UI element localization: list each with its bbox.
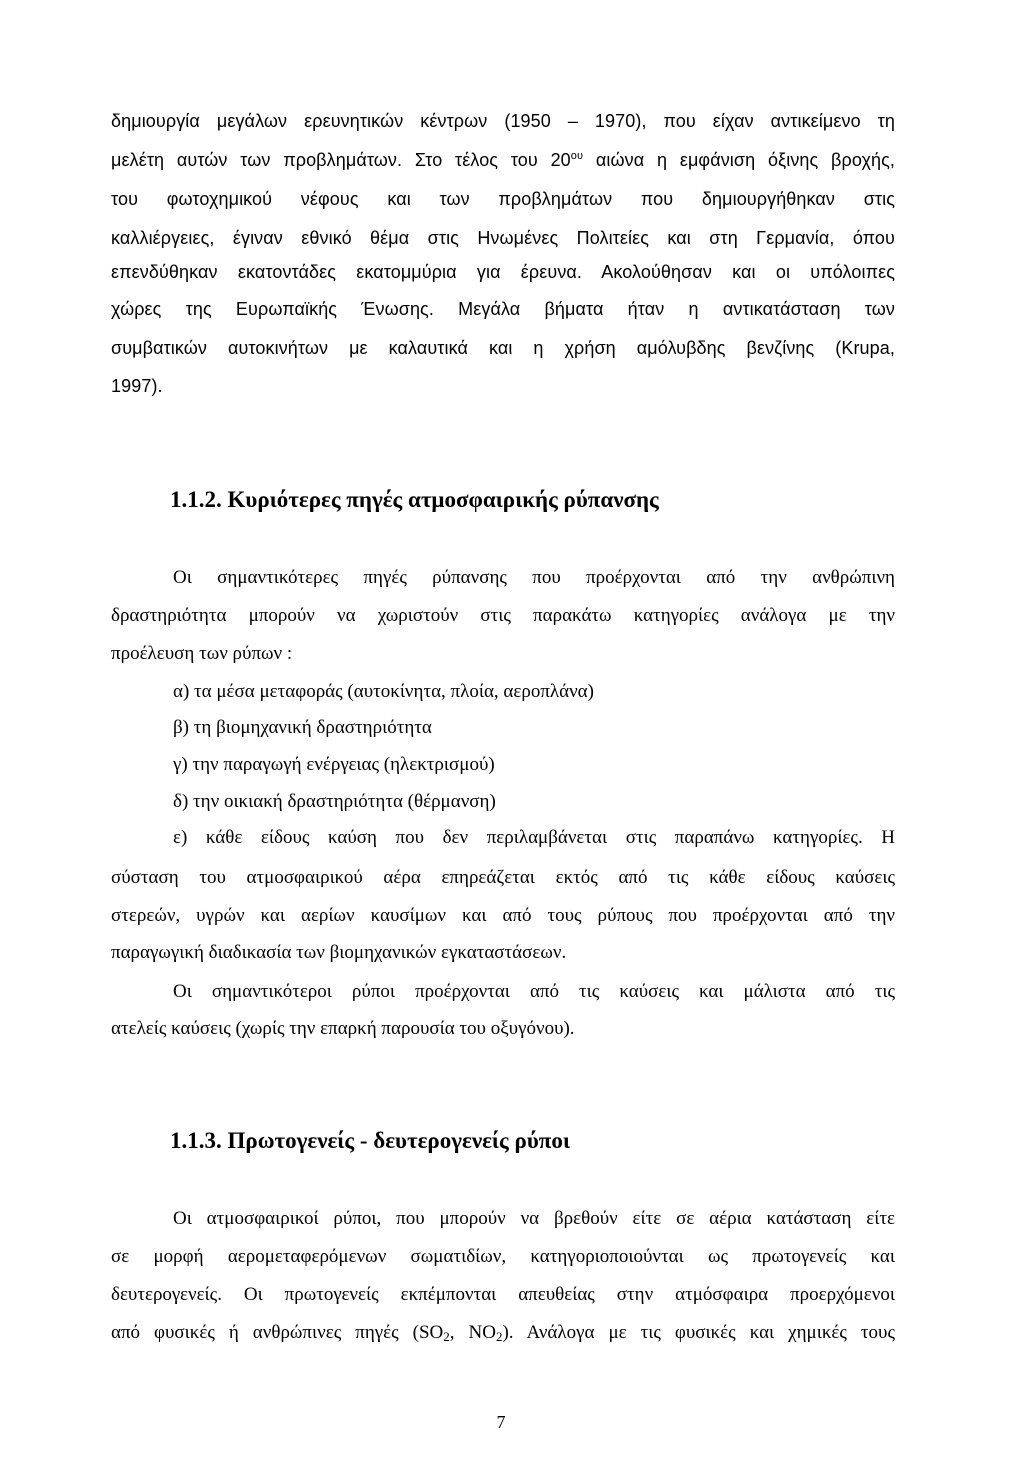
section-heading-1-1-2: 1.1.2. Κυριότερες πηγές ατμοσφαιρικής ρύπανσης (170, 487, 659, 512)
section-112-p2-line-3: στερεών, υγρών και αερίων καυσίμων και από τους ρύπους που προέρχονται από την (111, 905, 895, 926)
page-number: 7 (496, 1412, 506, 1432)
list-item-e: ε) κάθε είδους καύση που δεν περιλαμβάνεται στις παραπάνω κατηγορίες. Η (173, 827, 895, 848)
intro-line-2 (111, 148, 895, 172)
section-112-p1-line-2: δραστηριότητα μπορούν να χωριστούν στις παρακάτω κατηγορίες ανάλογα με την (111, 605, 895, 626)
section-113-line-3: δευτερογενείς. Οι πρωτογενείς εκπέμπονται απευθείας στην ατμόσφαιρα προερχόμενοι (111, 1284, 895, 1305)
section-112-p3-line-1: Οι σημαντικότεροι ρύποι προέρχονται από τις καύσεις και μάλιστα από τις (173, 981, 895, 1002)
section-112-p1-line-3: προέλευση των ρύπων : (111, 643, 293, 664)
section-112-p2-line-4: παραγωγική διαδικασία των βιομηχανικών εγκαταστάσεων. (111, 942, 567, 963)
section-113-line-4 (111, 1321, 895, 1345)
section-113-line-2: σε μορφή αερομεταφερόμενων σωματιδίων, κατηγοριοποιούνται ως πρωτογενείς και (111, 1246, 895, 1267)
section-113-line-4-a: από φυσικές ή ανθρώπινες πηγές (SO (111, 1322, 444, 1343)
intro-line-3: του φωτοχημικού νέφους και των προβλημάτων που δημιουργήθηκαν στις (111, 189, 895, 209)
ordinal-superscript: ου (570, 150, 584, 162)
subscript-no2: 2 (495, 1329, 503, 1344)
section-113-line-4-c: ). Ανάλογα με τις φυσικές και χημικές τους (502, 1322, 895, 1343)
section-112-p3-line-2: ατελείς καύσεις (χωρίς την επαρκή παρουσία του οξυγόνου). (111, 1018, 575, 1039)
list-item-b: β) τη βιομηχανική δραστηριότητα (173, 717, 432, 738)
intro-line-4: καλλιέργειες, έγιναν εθνικό θέμα στις Ηνωμένες Πολιτείες και στη Γερμανία, όπου (111, 228, 895, 248)
list-item-c: γ) την παραγωγή ενέργειας (ηλεκτρισμού) (173, 754, 495, 775)
intro-line-7: συμβατικών αυτοκινήτων με καλαυτικά και η χρήση αμόλυβδης βενζίνης (Krupa, (111, 338, 895, 358)
list-item-d: δ) την οικιακή δραστηριότητα (θέρμανση) (173, 791, 496, 812)
section-113-line-4-b: , NO (449, 1322, 496, 1343)
intro-line-5: επενδύθηκαν εκατοντάδες εκατομμύρια για έρευνα. Ακολούθησαν και οι υπόλοιπες (111, 262, 895, 282)
list-item-a: α) τα μέσα μεταφοράς (αυτοκίνητα, πλοία, αεροπλάνα) (173, 681, 594, 702)
intro-line-2-b: αιώνα η εμφάνιση όξινης βροχής, (583, 150, 895, 170)
section-112-p1-line-1: Οι σημαντικότερες πηγές ρύπανσης που προέρχονται από την ανθρώπινη (173, 567, 895, 588)
section-113-line-1: Οι ατμοσφαιρικοί ρύποι, που μπορούν να βρεθούν είτε σε αέρια κατάσταση είτε (173, 1208, 895, 1229)
subscript-so2: 2 (443, 1329, 450, 1344)
intro-line-6: χώρες της Ευρωπαϊκής Ένωσης. Μεγάλα βήματα ήταν η αντικατάσταση των (111, 299, 895, 319)
section-112-p2-line-2: σύσταση του ατμοσφαιρικού αέρα επηρεάζεται εκτός από τις κάθε είδους καύσεις (111, 867, 895, 888)
intro-line-1: δημιουργία μεγάλων ερευνητικών κέντρων (1950 – 1970), που είχαν αντικείμενο τη (111, 111, 895, 131)
intro-line-8: 1997). (111, 376, 163, 396)
section-heading-1-1-3: 1.1.3. Πρωτογενείς - δευτερογενείς ρύποι (170, 1128, 570, 1153)
intro-line-2-a: μελέτη αυτών των προβλημάτων. Στο τέλος του 20 (111, 150, 571, 170)
